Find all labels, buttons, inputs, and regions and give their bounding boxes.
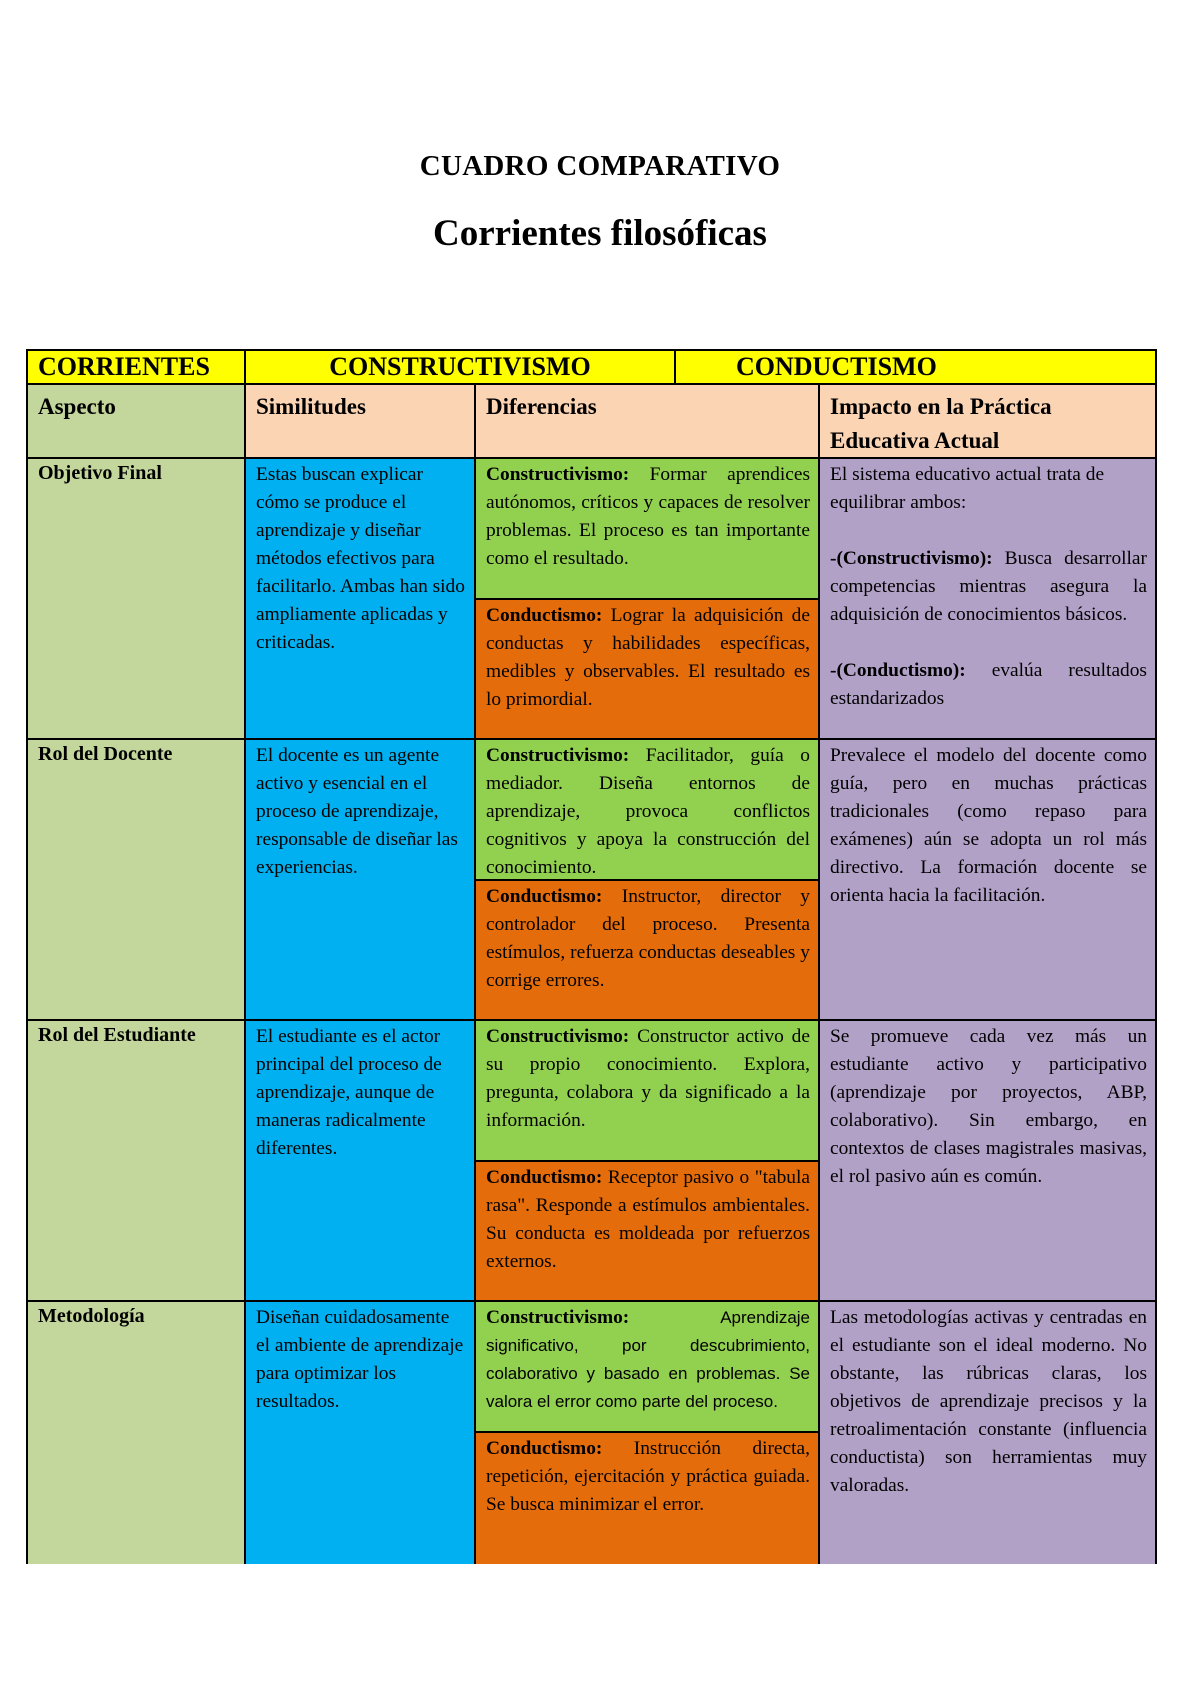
conductismo-rol-estudiante	[476, 1162, 820, 1302]
conductismo-label: Conductismo:	[486, 1438, 603, 1459]
impacto-intro: El sistema educativo actual trata de equilibrar ambos:	[830, 464, 1105, 513]
row-label-rol-docente: Rol del Docente	[28, 740, 246, 1021]
constructivismo-rol-docente	[476, 740, 820, 881]
conductismo-text: Instrucción directa, repetición, ejercitación y práctica guiada. Se busca minimizar el error.	[486, 1438, 810, 1515]
constructivismo-metodologia	[476, 1302, 820, 1433]
constructivismo-text: Constructor activo de su propio conocimiento. Explora, pregunta, colabora y da significado a la información.	[486, 1026, 810, 1131]
conductismo-objetivo-final	[476, 600, 820, 740]
row-label-rol-estudiante: Rol del Estudiante	[28, 1021, 246, 1302]
impacto-rol-docente: Prevalece el modelo del docente como guía, pero en muchas prácticas tradicionales (como repaso para exámenes) aún se adopta un rol más directivo. La formación docente se orienta hacia la facilitación.	[820, 740, 1155, 1021]
constructivismo-label: Constructivismo:	[486, 1307, 630, 1328]
constructivismo-label: Constructivismo:	[486, 745, 630, 766]
constructivismo-text: Aprendizaje significativo, por descubrimiento, colaborativo y basado en problemas. Se valora el error como parte del proceso.	[486, 1308, 810, 1411]
impacto-constructivismo-text: Busca desarrollar competencias mientras asegura la adquisición de conocimientos básicos.	[830, 548, 1147, 625]
impacto-objetivo-final	[820, 459, 1155, 740]
similitudes-metodologia: Diseñan cuidadosamente el ambiente de aprendizaje para optimizar los resultados.	[246, 1302, 476, 1564]
document-subtitle: Corrientes filosóficas	[433, 213, 767, 254]
comparison-table	[26, 349, 1157, 1564]
constructivismo-text: Formar aprendices autónomos, críticos y capaces de resolver problemas. El proceso es tan importante como el resultado.	[486, 464, 810, 569]
conductismo-text: Lograr la adquisición de conductas y habilidades específicas, medibles y observables. El resultado es lo primordial.	[486, 605, 810, 710]
header-conductismo: CONDUCTISMO	[676, 351, 1155, 385]
header-constructivismo: CONSTRUCTIVISMO	[246, 351, 676, 385]
conductismo-rol-docente	[476, 881, 820, 1021]
subheader-aspecto: Aspecto	[28, 385, 246, 459]
conductismo-text: Receptor pasivo o "tabula rasa". Responde a estímulos ambientales. Su conducta es moldeada por refuerzos externos.	[486, 1167, 810, 1272]
constructivismo-label: Constructivismo:	[486, 1026, 630, 1047]
conductismo-text: Instructor, director y controlador del proceso. Presenta estímulos, refuerza conductas deseables y corrige errores.	[486, 886, 810, 991]
impacto-conductismo-label: -(Conductismo):	[830, 660, 966, 681]
subheader-diferencias: Diferencias	[476, 385, 820, 459]
constructivismo-text: Facilitador, guía o mediador. Diseña entornos de aprendizaje, provoca conflictos cognitivos y apoya la construcción del conocimiento.	[486, 745, 810, 878]
similitudes-objetivo-final: Estas buscan explicar cómo se produce el aprendizaje y diseñar métodos efectivos para facilitarlo. Ambas han sido ampliamente aplicadas y criticadas.	[246, 459, 476, 740]
conductismo-label: Conductismo:	[486, 1167, 603, 1188]
impacto-conductismo	[830, 657, 1147, 713]
similitudes-rol-docente: El docente es un agente activo y esencial en el proceso de aprendizaje, responsable de diseñar las experiencias.	[246, 740, 476, 1021]
document-title: CUADRO COMPARATIVO	[419, 150, 781, 182]
constructivismo-rol-estudiante	[476, 1021, 820, 1162]
impacto-constructivismo-label: -(Constructivismo):	[830, 548, 993, 569]
impacto-rol-estudiante: Se promueve cada vez más un estudiante activo y participativo (aprendizaje por proyectos, ABP, colaborativo). Sin embargo, en contextos de clases magistrales masivas, el rol pasivo aún es común.	[820, 1021, 1155, 1302]
impacto-metodologia: Las metodologías activas y centradas en el estudiante son el ideal moderno. No obstante, las rúbricas claras, los objetivos de aprendizaje precisos y la retroalimentación constante (influencia conductista) son herramientas muy valoradas.	[820, 1302, 1155, 1564]
similitudes-rol-estudiante: El estudiante es el actor principal del proceso de aprendizaje, aunque de maneras radicalmente diferentes.	[246, 1021, 476, 1302]
row-label-metodologia: Metodología	[28, 1302, 246, 1564]
conductismo-metodologia	[476, 1433, 820, 1564]
impacto-constructivismo	[830, 545, 1147, 629]
constructivismo-label: Constructivismo:	[486, 464, 630, 485]
header-corrientes: CORRIENTES	[28, 351, 246, 385]
constructivismo-objetivo-final	[476, 459, 820, 600]
subheader-similitudes: Similitudes	[246, 385, 476, 459]
row-label-objetivo-final: Objetivo Final	[28, 459, 246, 740]
impacto-conductismo-text: evalúa resultados estandarizados	[830, 660, 1147, 709]
conductismo-label: Conductismo:	[486, 605, 603, 626]
conductismo-label: Conductismo:	[486, 886, 603, 907]
subheader-impacto: Impacto en la Práctica Educativa Actual	[820, 385, 1155, 459]
